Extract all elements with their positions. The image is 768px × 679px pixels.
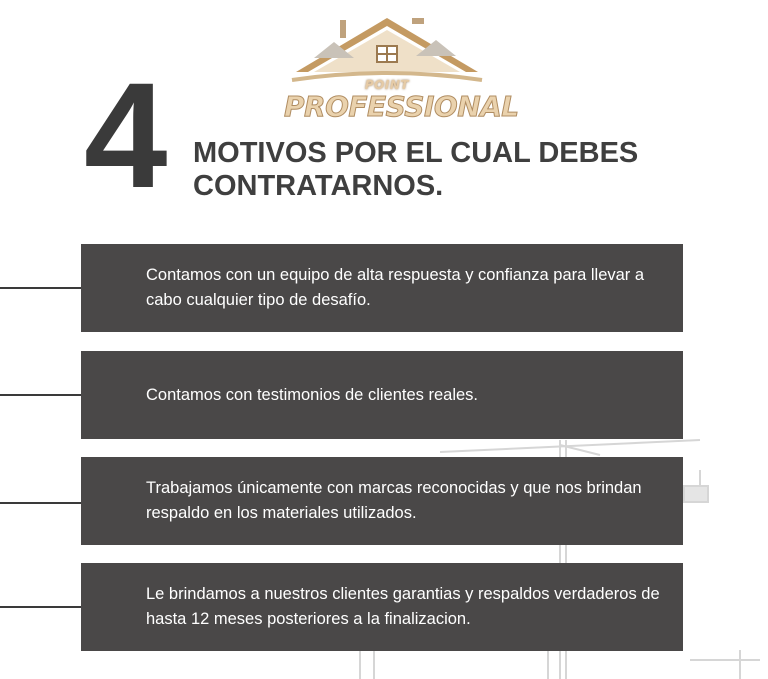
reason-text-1: Contamos con un equipo de alta respuesta y confianza para llevar a cabo cualquier tipo de desafío. (146, 266, 645, 309)
connector-line-3 (0, 502, 81, 504)
reason-box-3 (81, 457, 683, 545)
reason-text-4: Le brindamos a nuestros clientes garantias y respaldos verdaderos de hasta 12 meses posteriores a la finalizacion. (146, 585, 660, 628)
reason-text-3: Trabajamos únicamente con marcas reconocidas y que nos brindan respaldo en los materiales utilizados. (146, 479, 642, 522)
big-number-four: 4 (84, 51, 162, 219)
company-logo (284, 14, 519, 132)
reason-box-4 (81, 563, 683, 651)
connector-line-1 (0, 287, 81, 289)
house-roof-icon (284, 14, 490, 84)
connector-line-2 (0, 394, 81, 396)
page-title: MOTIVOS POR EL CUAL DEBES CONTRATARNOS. (193, 137, 639, 202)
logo-point-text: POINT (364, 78, 410, 92)
reason-box-2 (81, 351, 683, 439)
reason-text-2: Contamos con testimonios de clientes reales. (146, 385, 478, 404)
reason-box-1 (81, 244, 683, 332)
logo-professional-text: PROFESSIONAL (284, 90, 519, 123)
connector-line-4 (0, 606, 81, 608)
